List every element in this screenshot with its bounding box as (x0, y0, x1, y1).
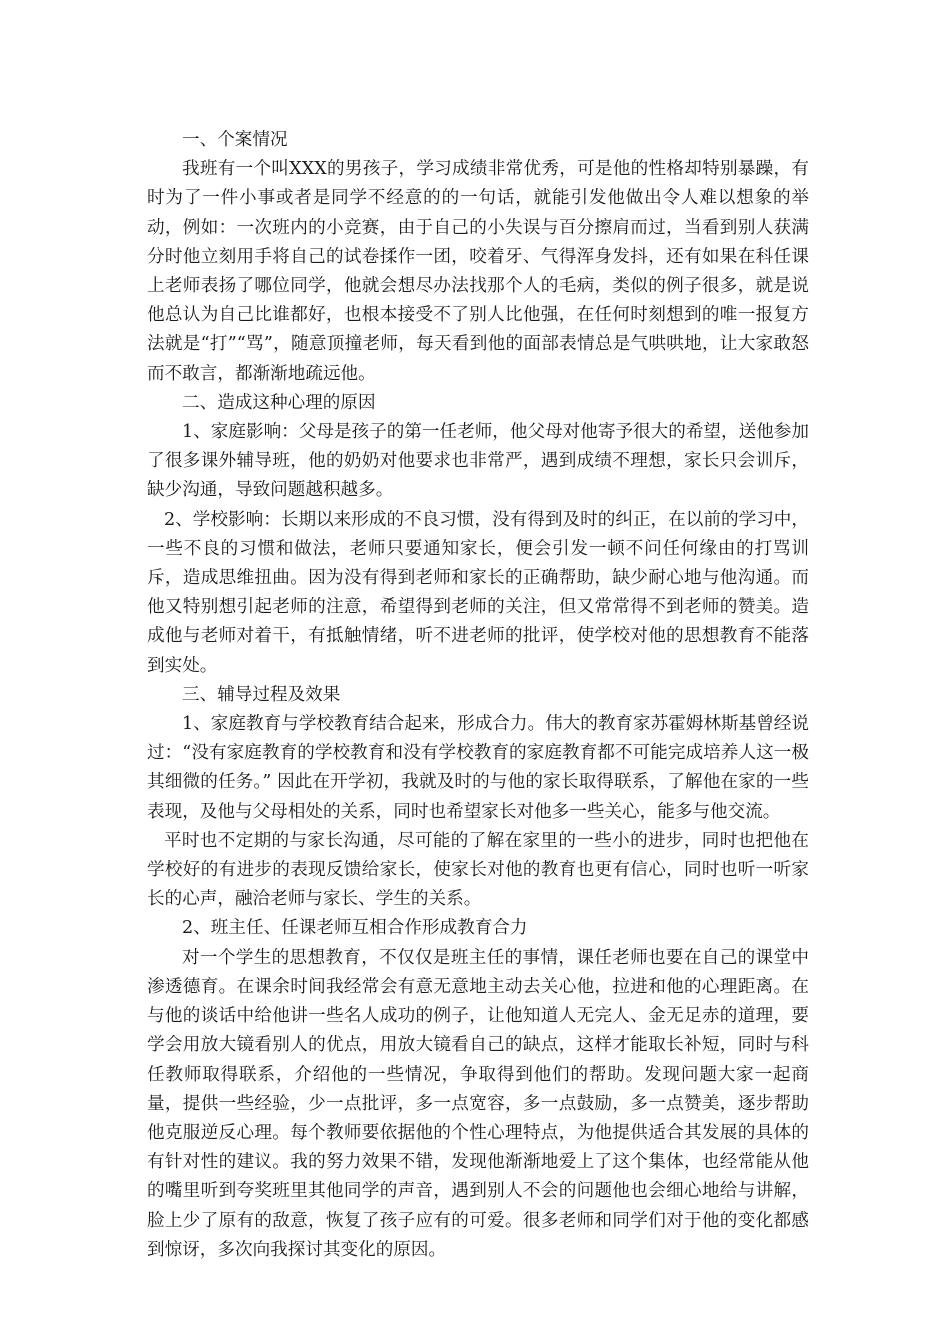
paragraph-family-school-cooperation: 1、家庭教育与学校教育结合起来，形成合力。伟大的教育家苏霍姆林斯基曾经说过：“没有家庭教育的学校教育和没有学校教育的家庭教育都不可能完成培养人这一极其细微的任务。” 因此在开学初，我就及时的与他的家长取得联系，了解他在家的一些表现，及他与父母相处的关系，同时也希望家长对他多一些关心，能多与他交流。 (147, 714, 809, 822)
paragraph-family-influence: 1、家庭影响：父母是孩子的第一任老师，他父母对他寄予很大的希望，送他参加了很多课外辅导班，他的奶奶对他要求也非常严，遇到成绩不理想，家长只会训斥，缺少沟通，导致问题越积越多。 (147, 422, 809, 501)
paragraph-school-influence: 2、学校影响：长期以来形成的不良习惯，没有得到及时的纠正，在以前的学习中，一些不良的习惯和做法，老师只要通知家长，便会引发一顿不问任何缘由的打骂训斥，造成思维扭曲。因为没有得到老师和家长的正确帮助，缺少耐心地与他沟通。而他又特别想引起老师的注意，希望得到老师的关注，但又常常得不到老师的赞美。造成他与老师对着干，有抵触情绪，听不进老师的批评，使学校对他的思想教育不能落到实处。 (147, 509, 809, 676)
document-page (147, 126, 809, 1265)
paragraph-teacher-cooperation: 对一个学生的思想教育，不仅仅是班主任的事情，课任老师也要在自己的课堂中渗透德育。在课余时间我经常会有意无意地主动去关心他，拉进和他的心理距离。在与他的谈话中给他讲一些名人成功的例子，让他知道人无完人、金无足赤的道理，要学会用放大镜看别人的优点，用放大镜看自己的缺点，这样才能取长补短，同时与科任教师取得联系，介绍他的一些情况，争取得到他们的帮助。发现问题大家一起商量，提供一些经验，少一点批评，多一点宽容，多一点鼓励，多一点赞美，逐步帮助他克服逆反心理。每个教师要依据他的个性心理特点，为他提供适合其发展的具体的有针对性的建议。我的努力效果不错，发现他渐渐地爱上了这个集体，也经常能从他的嘴里听到夸奖班里其他同学的声音，遇到别人不会的问题他也会细心地给与讲解，脸上少了原有的敌意，恢复了孩子应有的可爱。很多老师和同学们对于他的变化都感到惊讶，多次向我探讨其变化的原因。 (147, 947, 809, 1260)
paragraph-case-description: 我班有一个叫XXX的男孩子，学习成绩非常优秀，可是他的性格却特别暴躁，有时为了一件小事或者是同学不经意的的一句话，就能引发他做出令人难以想象的举动，例如：一次班内的小竞赛，由于自己的小失误与百分擦肩而过，当看到别人获满分时他立刻用手将自己的试卷揉作一团，咬着牙、气得浑身发抖，还有如果在科任课上老师表扬了哪位同学，他就会想尽办法找那个人的毛病，类似的例子很多，就是说他总认为自己比谁都好，也根本接受不了别人比他强，在任何时刻想到的唯一报复方法就是“打”“骂”，随意顶撞老师，每天看到他的面部表情总是气哄哄地，让大家敢怒而不敢言，都渐渐地疏远他。 (147, 159, 809, 384)
paragraph-regular-communication: 平时也不定期的与家长沟通，尽可能的了解在家里的一些小的进步，同时也把他在学校好的有进步的表现反馈给家长，使家长对他的教育也更有信心，同时也听一听家长的心声，融洽老师与家长、学生的关系。 (147, 830, 809, 910)
section-heading-process: 三、辅导过程及效果 (182, 684, 341, 705)
section-heading-case: 一、个案情况 (182, 130, 288, 150)
subheading-teacher-cooperation: 2、班主任、任课老师互相合作形成教育合力 (182, 918, 528, 939)
section-heading-causes: 二、造成这种心理的原因 (182, 392, 376, 413)
